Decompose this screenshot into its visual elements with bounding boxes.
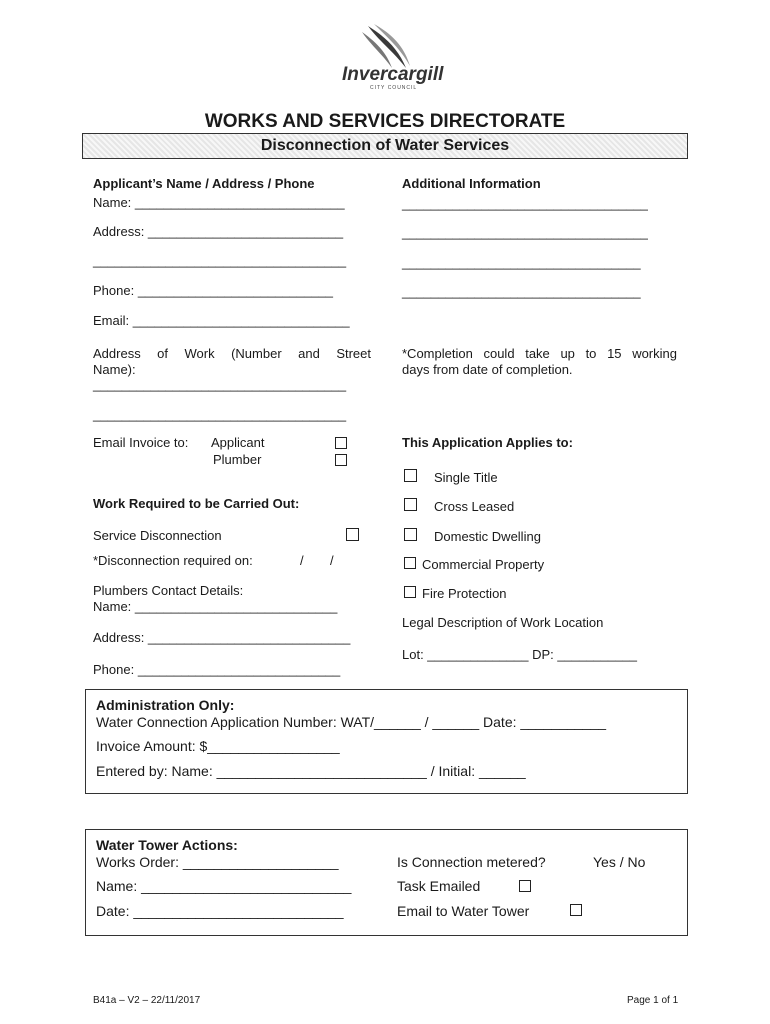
page-title: WORKS AND SERVICES DIRECTORATE [204,111,566,132]
commercial-property-label: Commercial Property [422,557,545,572]
applicant-name-field[interactable]: Name: _____________________________ [93,195,345,210]
cross-leased-checkbox[interactable] [404,498,417,511]
plumbers-contact-label: Plumbers Contact Details: [93,583,244,598]
invoice-amount-field[interactable]: Invoice Amount: $_________________ [96,738,340,754]
administration-box [85,689,688,794]
applicant-heading: Applicant’s Name / Address / Phone [93,176,315,191]
lot-dp-field[interactable]: Lot: ______________ DP: ___________ [402,647,637,662]
additional-info-line-2[interactable]: __________________________________ [402,225,648,240]
fire-protection-label: Fire Protection [422,586,507,601]
applicant-address-field[interactable]: Address: ___________________________ [93,224,344,239]
date-slash-2: / [330,553,334,568]
work-required-heading: Work Required to be Carried Out: [93,496,300,511]
legal-description-label: Legal Description of Work Location [402,615,604,630]
works-order-field[interactable]: Works Order: ____________________ [96,854,339,870]
task-emailed-checkbox[interactable] [519,880,531,892]
applicant-address-line2[interactable]: ___________________________________ [93,253,347,268]
additional-info-line-3[interactable]: _________________________________ [402,255,641,270]
yes-no-option[interactable]: Yes / No [593,854,646,870]
council-logo [340,20,450,100]
entered-by-field[interactable]: Entered by: Name: ___________________________ / Initial: ______ [96,763,526,779]
completion-note-2: days from date of completion. [402,362,573,377]
completion-note: *Completion could take up to 15 working [402,346,677,361]
cross-leased-label: Cross Leased [434,499,515,514]
date-slash-1: / [300,553,304,568]
water-tower-box [85,829,688,936]
service-disconnection-label: Service Disconnection [93,528,222,543]
tower-heading: Water Tower Actions: [96,837,238,853]
service-disconnection-checkbox[interactable] [346,528,359,541]
logo-name: Invercargill [342,64,444,85]
work-address-line1[interactable]: ___________________________________ [93,377,347,392]
domestic-dwelling-label: Domestic Dwelling [434,529,541,544]
wat-number-field[interactable]: Water Connection Application Number: WAT/______ / ______ Date: ___________ [96,714,607,730]
email-water-tower-checkbox[interactable] [570,904,582,916]
fire-protection-checkbox[interactable] [404,586,416,598]
email-invoice-label: Email Invoice to: [93,435,189,450]
admin-heading: Administration Only: [96,697,235,713]
task-emailed-label: Task Emailed [397,878,481,894]
logo-subtext: CITY COUNCIL [370,85,418,91]
applies-to-heading: This Application Applies to: [402,435,573,450]
plumbers-address-field[interactable]: Address: ____________________________ [93,630,351,645]
form-code: B41a – V2 – 22/11/2017 [93,995,201,1006]
additional-info-heading: Additional Information [402,176,541,191]
work-address-label: Address of Work (Number and Street [93,346,371,361]
subtitle-bar [82,133,688,159]
single-title-label: Single Title [434,470,498,485]
commercial-property-checkbox[interactable] [404,557,416,569]
invoice-applicant-label: Applicant [211,435,265,450]
invoice-plumber-checkbox[interactable] [335,454,347,466]
applicant-phone-field[interactable]: Phone: ___________________________ [93,283,334,298]
tower-date-field[interactable]: Date: ___________________________ [96,903,344,919]
work-address-line2[interactable]: ___________________________________ [93,407,347,422]
additional-info-line-4[interactable]: _________________________________ [402,284,641,299]
plumbers-phone-field[interactable]: Phone: ____________________________ [93,662,341,677]
work-address-label-2: Name): [93,362,136,377]
single-title-checkbox[interactable] [404,469,417,482]
page-subtitle: Disconnection of Water Services [260,137,510,154]
tower-name-field[interactable]: Name: ___________________________ [96,878,352,894]
additional-info-line-1[interactable]: __________________________________ [402,196,648,211]
invoice-applicant-checkbox[interactable] [335,437,347,449]
domestic-dwelling-checkbox[interactable] [404,528,417,541]
page-number: Page 1 of 1 [627,995,679,1006]
applicant-email-field[interactable]: Email: ______________________________ [93,313,350,328]
metered-label: Is Connection metered? [397,854,546,870]
email-water-tower-label: Email to Water Tower [397,903,530,919]
plumbers-name-field[interactable]: Name: ____________________________ [93,599,338,614]
disconnection-date-label: *Disconnection required on: [93,553,253,568]
invoice-plumber-label: Plumber [213,452,262,467]
